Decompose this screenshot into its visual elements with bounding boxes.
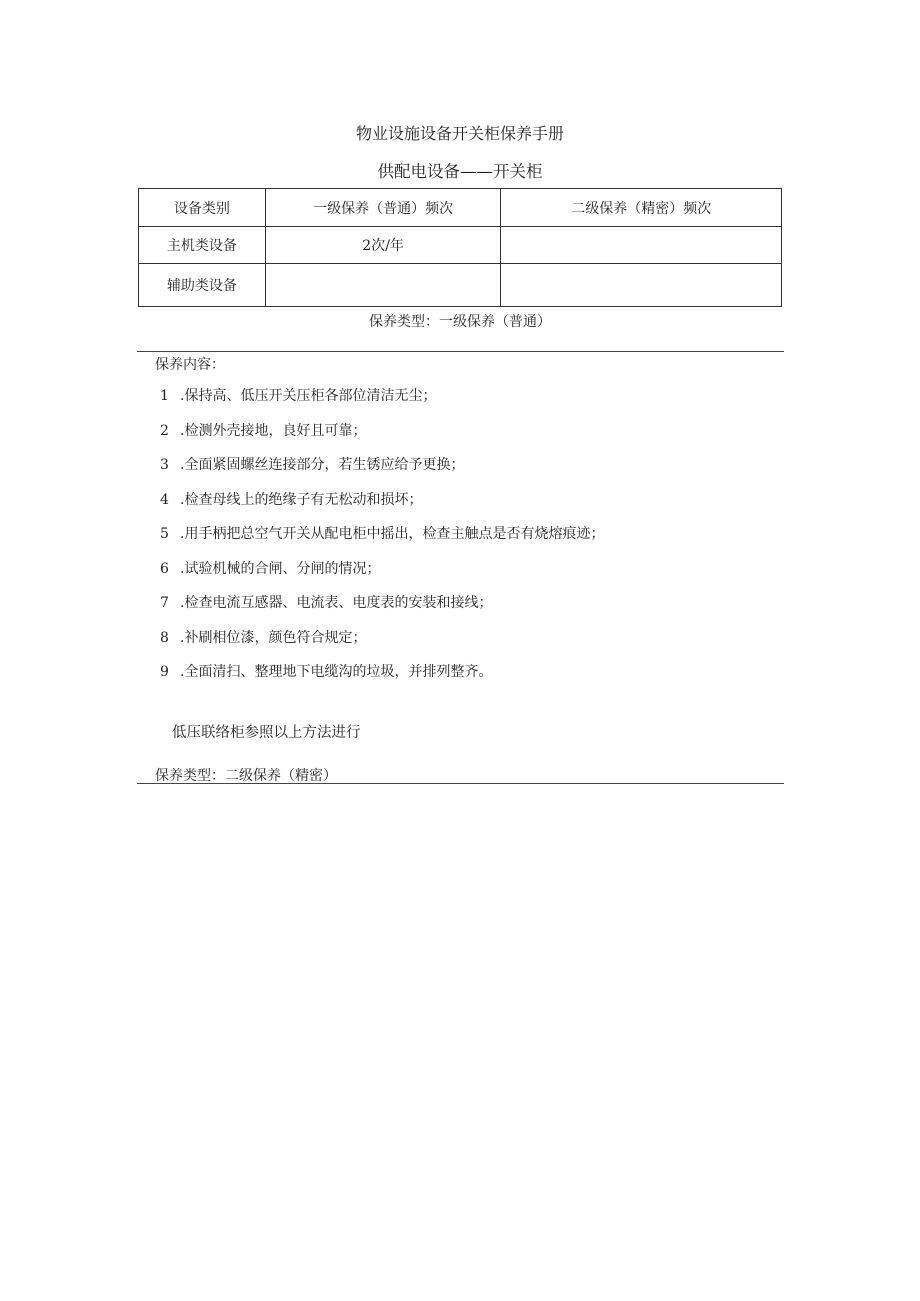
table-row: [139, 227, 782, 264]
step-number: 6: [160, 560, 169, 577]
document-title: 物业设施设备开关柜保养手册: [355, 124, 564, 143]
list-item: [160, 422, 604, 457]
table-cell: [501, 264, 782, 307]
section-divider: [137, 783, 784, 784]
step-text: .全面清扫、整理地下电缆沟的垃圾，并排列整齐。: [180, 664, 493, 680]
table-cell: [265, 264, 501, 307]
step-text: .用手柄把总空气开关从配电柜中摇出，检查主触点是否有烧熔痕迹；: [180, 526, 605, 542]
table-cell: 辅助类设备: [139, 264, 266, 307]
step-number: 4: [160, 491, 169, 508]
step-number: 5: [160, 526, 169, 542]
table-header-row: [139, 189, 782, 227]
step-number: 1: [160, 388, 169, 404]
frequency-table: [138, 188, 782, 307]
step-number: 3: [160, 457, 169, 473]
step-text: .保持高、低压开关压柜各部位清洁无尘；: [180, 388, 437, 404]
step-number: 8: [160, 629, 169, 646]
list-item: [160, 663, 604, 698]
table-cell: 主机类设备: [139, 227, 266, 264]
list-item: [160, 525, 604, 560]
step-number: 2: [160, 422, 169, 439]
table-cell: 2次/年: [265, 227, 501, 264]
maintenance-type-level1: 保养类型：一级保养（普通）: [369, 314, 551, 330]
step-text: .全面紧固螺丝连接部分，若生锈应给予更换；: [180, 457, 465, 473]
step-number: 7: [160, 595, 169, 611]
document-subtitle: 供配电设备——开关柜: [377, 162, 543, 181]
maintenance-steps-list: [160, 387, 604, 698]
list-item: [160, 456, 604, 491]
maintenance-content-label: 保养内容：: [155, 357, 225, 373]
header-equipment-category: 设备类别: [139, 189, 266, 227]
step-text: .检查母线上的绝缘子有无松动和损坏；: [180, 491, 423, 508]
reference-note: 低压联络柜参照以上方法进行: [172, 725, 361, 741]
step-text: .检测外壳接地，良好且可靠；: [180, 422, 367, 439]
table-cell: [501, 227, 782, 264]
list-item: [160, 560, 604, 595]
step-text: .补刷相位漆，颜色符合规定；: [180, 629, 367, 646]
section-divider: [137, 351, 784, 352]
header-level1-frequency: 一级保养（普通）频次: [265, 189, 501, 227]
table-row: [139, 264, 782, 307]
list-item: [160, 629, 604, 664]
list-item: [160, 387, 604, 422]
header-level2-frequency: 二级保养（精密）频次: [501, 189, 782, 227]
step-text: .试验机械的合闸、分闸的情况；: [180, 560, 381, 577]
maintenance-type-level2: 保养类型：二级保养（精密）: [155, 768, 337, 784]
step-text: .检查电流互感器、电流表、电度表的安装和接线；: [180, 595, 493, 611]
list-item: [160, 491, 604, 526]
list-item: [160, 594, 604, 629]
step-number: 9: [160, 664, 169, 680]
